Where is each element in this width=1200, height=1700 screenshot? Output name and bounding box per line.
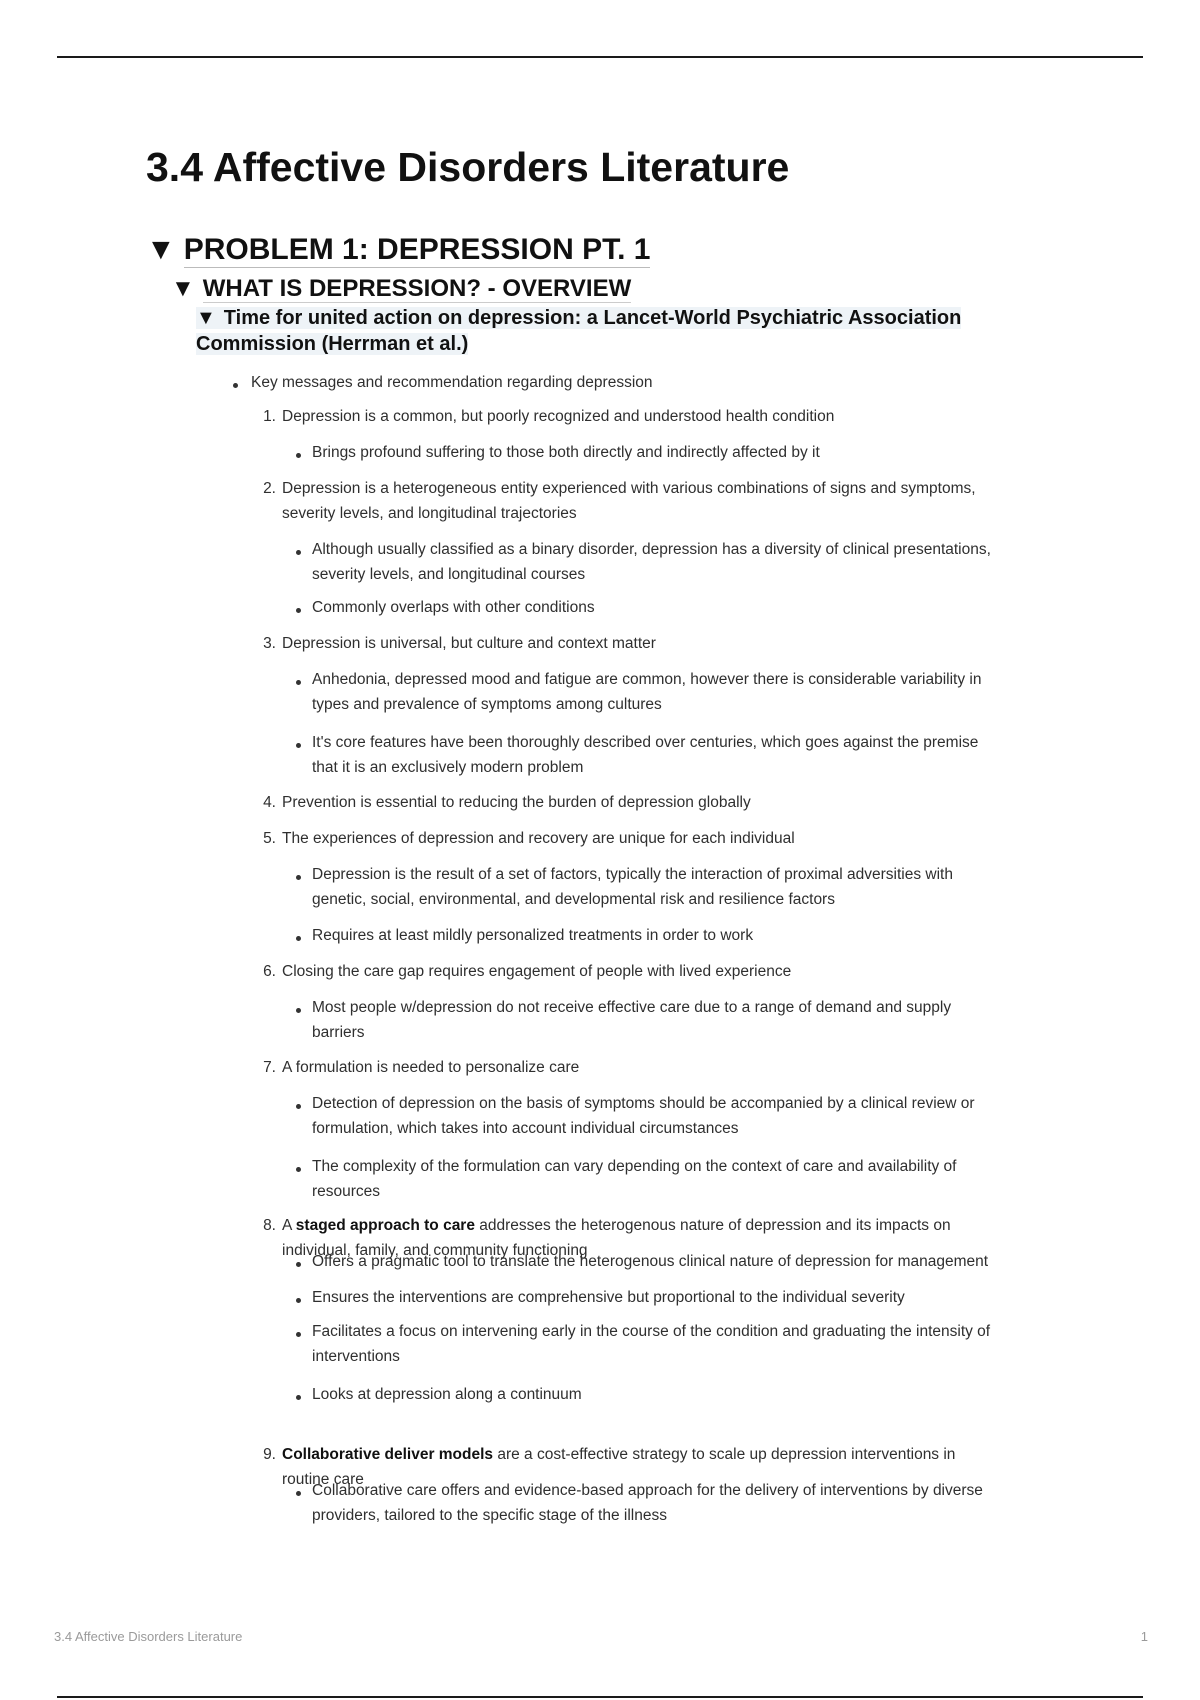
list-item-text bbox=[282, 1443, 955, 1467]
bullet-dot bbox=[296, 1008, 301, 1013]
toggle-triangle-icon[interactable]: ▼ bbox=[196, 307, 216, 329]
sub-bullet-text: Detection of depression on the basis of symptoms should be accompanied by a clinical review or bbox=[312, 1095, 975, 1112]
bullet-dot bbox=[296, 1298, 301, 1303]
list-item-key-messages: Key messages and recommendation regarding depression bbox=[251, 374, 653, 391]
text-run: Depression is universal, but culture and context matter bbox=[282, 635, 656, 652]
bullet-dot bbox=[296, 1395, 301, 1400]
list-number: 3. bbox=[263, 635, 276, 652]
heading-text: Commission (Herrman et al.) bbox=[196, 333, 469, 355]
bullet-dot bbox=[296, 743, 301, 748]
text-run: addresses the heterogenous nature of depression and its impacts on bbox=[474, 1217, 951, 1234]
text-run: Depression is a heterogeneous entity experienced with various combinations of signs and symptoms, bbox=[282, 480, 976, 497]
footer-title: 3.4 Affective Disorders Literature bbox=[54, 1629, 243, 1644]
bullet-dot bbox=[296, 1104, 301, 1109]
sub-bullet-text: providers, tailored to the specific stage of the illness bbox=[312, 1506, 667, 1524]
page-title: 3.4 Affective Disorders Literature bbox=[146, 144, 790, 190]
sub-bullet-text: severity levels, and longitudinal courses bbox=[312, 565, 586, 583]
heading-text: Time for united action on depression: a Lancet-World Psychiatric Association bbox=[223, 307, 962, 329]
bullet-dot bbox=[233, 383, 238, 388]
list-item-text bbox=[282, 791, 751, 815]
bullet-dot bbox=[296, 608, 301, 613]
bullet-dot bbox=[296, 1491, 301, 1496]
list-item-text bbox=[282, 1056, 579, 1080]
list-item-text bbox=[282, 960, 791, 984]
text-run: The experiences of depression and recovery are unique for each individual bbox=[282, 830, 795, 847]
sub-bullet-text: Facilitates a focus on intervening early in the course of the condition and graduating the intensity of bbox=[312, 1323, 991, 1340]
text-run: severity levels, and longitudinal trajectories bbox=[282, 504, 577, 522]
sub-bullet-text: genetic, social, environmental, and developmental risk and resilience factors bbox=[312, 890, 835, 908]
list-item-text bbox=[282, 405, 834, 429]
bullet-dot bbox=[296, 936, 301, 941]
list-item-text bbox=[282, 477, 976, 501]
bullet-dot bbox=[296, 550, 301, 555]
list-number: 2. bbox=[263, 480, 276, 497]
sub-bullet-text: It's core features have been thoroughly described over centuries, which goes against the premise bbox=[312, 734, 979, 751]
sub-bullet-text: Offers a pragmatic tool to translate the heterogenous clinical nature of depression for management bbox=[312, 1253, 989, 1270]
list-number: 8. bbox=[263, 1217, 276, 1234]
list-item-text bbox=[282, 502, 577, 526]
toggle-triangle-icon[interactable]: ▼ bbox=[146, 233, 176, 266]
sub-bullet-text: resources bbox=[312, 1182, 381, 1200]
sub-bullet-text: barriers bbox=[312, 1023, 365, 1041]
toggle-heading-article[interactable] bbox=[196, 305, 1016, 357]
sub-bullet-text: Anhedonia, depressed mood and fatigue are common, however there is considerable variability in bbox=[312, 671, 982, 688]
list-number: 7. bbox=[263, 1059, 276, 1076]
text-run: Prevention is essential to reducing the burden of depression globally bbox=[282, 794, 751, 811]
text-run: individual, family, and community functioning bbox=[282, 1241, 588, 1259]
bullet-dot bbox=[296, 1167, 301, 1172]
sub-bullet-text: Ensures the interventions are comprehensive but proportional to the individual severity bbox=[312, 1289, 905, 1306]
text-run: A bbox=[282, 1217, 296, 1234]
page-number: 1 bbox=[1140, 1629, 1148, 1644]
list-item-text bbox=[282, 827, 795, 851]
sub-bullet-text: types and prevalence of symptoms among cultures bbox=[312, 695, 662, 713]
sub-bullet-text: formulation, which takes into account individual circumstances bbox=[312, 1119, 739, 1137]
bold-text: staged approach to care bbox=[295, 1217, 475, 1234]
sub-bullet-text: Depression is the result of a set of factors, typically the interaction of proximal adversities with bbox=[312, 866, 953, 883]
bullet-dot bbox=[296, 453, 301, 458]
heading-text: WHAT IS DEPRESSION? - OVERVIEW bbox=[202, 275, 632, 302]
sub-bullet-text: Looks at depression along a continuum bbox=[312, 1386, 582, 1403]
text-run: are a cost-effective strategy to scale up depression interventions in bbox=[493, 1446, 956, 1463]
list-item-text bbox=[282, 632, 656, 656]
list-number: 5. bbox=[263, 830, 276, 847]
toggle-triangle-icon[interactable]: ▼ bbox=[171, 275, 195, 302]
sub-bullet-text: Brings profound suffering to those both directly and indirectly affected by it bbox=[312, 444, 820, 461]
sub-bullet-text: Although usually classified as a binary disorder, depression has a diversity of clinical presentations, bbox=[312, 541, 991, 558]
list-number: 1. bbox=[263, 408, 276, 425]
sub-bullet-text: Commonly overlaps with other conditions bbox=[312, 599, 595, 616]
bullet-dot bbox=[296, 680, 301, 685]
text-run: A formulation is needed to personalize care bbox=[282, 1059, 580, 1076]
bullet-dot bbox=[296, 1332, 301, 1337]
sub-bullet-text: Requires at least mildly personalized treatments in order to work bbox=[312, 927, 754, 944]
sub-bullet-text: Collaborative care offers and evidence-based approach for the delivery of interventions by diverse bbox=[312, 1482, 983, 1499]
list-number: 4. bbox=[263, 794, 276, 811]
bullet-dot bbox=[296, 1262, 301, 1267]
heading-text: PROBLEM 1: DEPRESSION PT. 1 bbox=[183, 233, 651, 266]
text-run: routine care bbox=[282, 1470, 364, 1488]
text-run: Depression is a common, but poorly recognized and understood health condition bbox=[282, 408, 835, 425]
toggle-heading-problem-1[interactable] bbox=[146, 233, 650, 267]
sub-bullet-text: Most people w/depression do not receive effective care due to a range of demand and supply bbox=[312, 999, 952, 1016]
list-item-text bbox=[282, 1214, 951, 1238]
bullet-dot bbox=[296, 875, 301, 880]
sub-bullet-text: interventions bbox=[312, 1347, 400, 1365]
text-run: Closing the care gap requires engagement of people with lived experience bbox=[282, 963, 792, 980]
toggle-heading-overview[interactable] bbox=[171, 275, 631, 303]
bold-text: Collaborative deliver models bbox=[282, 1446, 494, 1463]
top-rule bbox=[57, 56, 1143, 58]
list-number: 9. bbox=[263, 1446, 276, 1463]
list-number: 6. bbox=[263, 963, 276, 980]
sub-bullet-text: The complexity of the formulation can vary depending on the context of care and availability of bbox=[312, 1158, 957, 1175]
sub-bullet-text: that it is an exclusively modern problem bbox=[312, 758, 584, 776]
bottom-rule bbox=[57, 1696, 1143, 1698]
